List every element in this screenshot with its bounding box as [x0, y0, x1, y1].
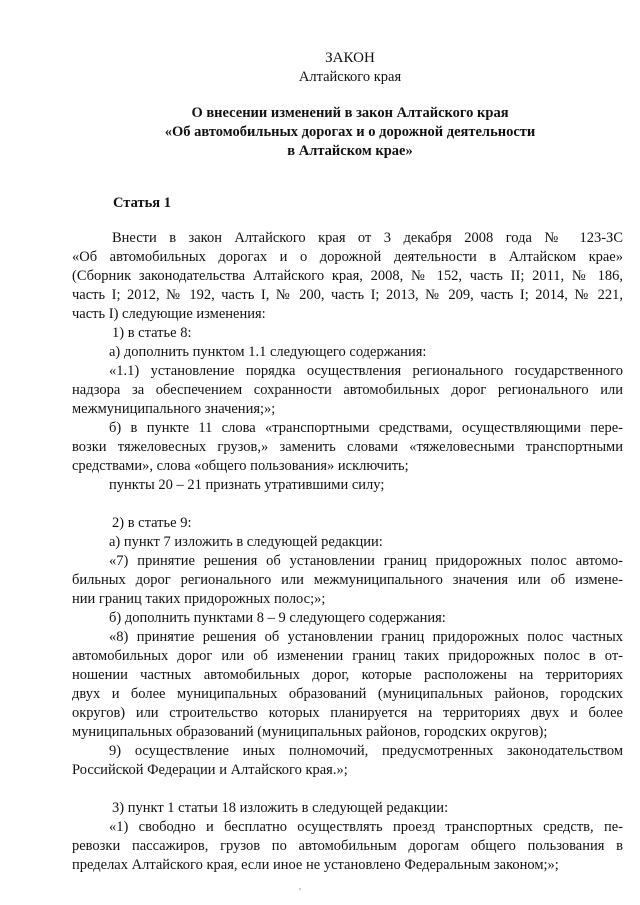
body-line: ношении частных автомобильных дорог, которые расположены на территориях: [72, 667, 623, 683]
body-line: 9) осуществление иных полномочий, предусмотренных законодательством: [109, 743, 623, 759]
body-line: Внести в закон Алтайского края от 3 декабря 2008 года № 123-ЗС: [112, 230, 623, 246]
body-line: а) дополнить пунктом 1.1 следующего содержания:: [109, 344, 427, 360]
body-line: «Об автомобильных дорогах и о дорожной деятельности в Алтайском крае»: [72, 249, 623, 265]
body-line: возки тяжеловесных грузов,» заменить словами «тяжеловесными транспортными: [72, 439, 623, 455]
body-line: муниципальных образований (муниципальных районов, городских округов);: [72, 724, 548, 740]
body-line: «8) принятие решения об установлении границ придорожных полос частных: [109, 629, 623, 645]
body-line: 2) в статье 9:: [112, 515, 192, 531]
body-line: Российской Федерации и Алтайского края.»;: [72, 762, 348, 778]
body-line: пункты 20 – 21 признать утратившими силу;: [109, 477, 385, 493]
paragraph-gap: [72, 780, 623, 799]
article-body: [72, 229, 623, 875]
paragraph-gap: [72, 495, 623, 514]
body-line: средствами», слова «общего пользования» исключить;: [72, 458, 409, 474]
law-title-line: в Алтайском крае»: [287, 143, 413, 159]
body-line: 3) пункт 1 статьи 18 изложить в следующей редакции:: [112, 800, 449, 816]
body-line: двух и более муниципальных образований (муниципальных районов, городских: [72, 686, 623, 702]
body-line: надзора за обеспечением сохранности автомобильных дорог регионального или: [72, 382, 623, 398]
body-line: межмуниципального значения;»;: [72, 401, 276, 417]
body-line: нии границ таких придорожных полос;»;: [72, 591, 326, 607]
body-line: бильных дорог регионального или межмуниципального значения или об измене-: [72, 572, 623, 588]
law-type: ЗАКОН: [325, 50, 375, 66]
law-title-line: О внесении изменений в закон Алтайского края: [191, 105, 509, 121]
body-line: 1) в статье 8:: [112, 325, 192, 341]
body-line: б) в пункте 11 слова «транспортными средствами, осуществляющими пере-: [109, 420, 623, 436]
body-line: часть I; 2012, № 192, часть I, № 200, часть I; 2013, № 209, часть I; 2014, № 221,: [72, 287, 623, 303]
law-title-line: «Об автомобильных дорогах и о дорожной деятельности: [164, 124, 536, 140]
scan-speck: [299, 888, 301, 890]
body-line: (Сборник законодательства Алтайского края, 2008, № 152, часть II; 2011, № 186,: [72, 268, 623, 284]
law-title: [100, 104, 600, 161]
region-name: Алтайского края: [298, 69, 402, 85]
body-line: пределах Алтайского края, если иное не установлено Федеральным законом;»;: [72, 857, 559, 873]
document-header: [0, 48, 640, 86]
body-line: а) пункт 7 изложить в следующей редакции:: [109, 534, 383, 550]
article-heading: Статья 1: [113, 195, 171, 211]
body-line: б) дополнить пунктами 8 – 9 следующего содержания:: [109, 610, 446, 626]
body-line: «1.1) установление порядка осуществления регионального государственного: [109, 363, 623, 379]
body-line: часть I) следующие изменения:: [72, 306, 266, 322]
body-line: «1) свободно и бесплатно осуществлять проезд транспортных средств, пе-: [109, 819, 623, 835]
body-line: округов) или строительство которых планируется на территориях двух и более: [72, 705, 623, 721]
body-line: «7) принятие решения об установлении границ придорожных полос автомо-: [109, 553, 623, 569]
body-line: ревозки пассажиров, грузов по автомобильным дорогам общего пользования в: [72, 838, 623, 854]
body-line: автомобильных дорог или об изменении границ таких придорожных полос в от-: [72, 648, 623, 664]
